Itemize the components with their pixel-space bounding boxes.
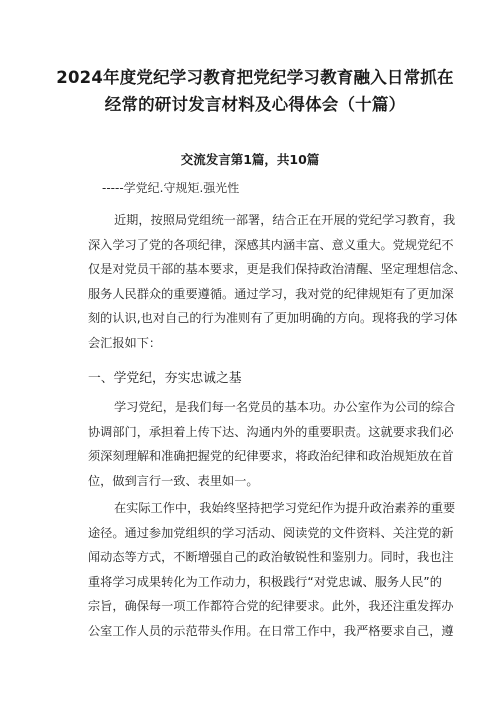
paragraph-line: 近期，按照局党组统一部署，结合正在开展的党纪学习教育，我 — [114, 213, 456, 227]
article-subtitle: 交流发言第1篇，共10篇 — [180, 152, 320, 167]
paragraph-line: 服务人民群众的重要遵循。通过学习，我对党的纪律规矩有了更加深 — [88, 286, 454, 301]
section-heading: 一、学党纪，夯实忠诚之基 — [88, 371, 242, 386]
article-tagline: -----学党纪.守规矩.强光性 — [102, 181, 240, 195]
paragraph-line: 宗旨，确保每一项工作都符合党的纪律要求。此外，我还注重发挥办 — [88, 599, 454, 614]
paragraph-line: 途径。通过参加党组织的学习活动、阅读党的文件资料、关注党的新 — [88, 525, 454, 540]
paragraph-section1-b — [88, 496, 456, 644]
paragraph-line: 在实际工作中，我始终坚持把学习党纪作为提升政治素养的重要 — [114, 501, 456, 515]
paragraph-line: 须深刻理解和准确把握党的纪律要求，将政治纪律和政治规矩放在首 — [88, 449, 454, 464]
paragraph-line: 会汇报如下： — [88, 335, 162, 350]
title-line-2: 经常的研讨发言材料及心得体会（十篇） — [104, 95, 406, 114]
paragraph-line: 重将学习成果转化为工作动力，积极践行“对党忠诚、服务人民”的 — [88, 574, 442, 589]
paragraph-intro — [88, 208, 466, 356]
paragraph-line: 位，做到言行一致、表里如一。 — [88, 473, 259, 488]
paragraph-line: 仅是对党员干部的基本要求，更是我们保持政治清醒、坚定理想信念、 — [88, 262, 466, 277]
paragraph-line: 深入学习了党的各项纪律，深感其内涵丰富、意义重大。党规党纪不 — [88, 237, 454, 252]
paragraph-line: 学习党纪，是我们每一名党员的基本功。办公室作为公司的综合 — [114, 400, 456, 414]
paragraph-line: 闻动态等方式，不断增强自己的政治敏锐性和鉴别力。同时，我也注 — [88, 550, 454, 565]
paragraph-line: 公室工作人员的示范带头作用。在日常工作中，我严格要求自己，遵 — [88, 623, 454, 638]
title-line-1: 2024年度党纪学习教育把党纪学习教育融入日常抓在 — [56, 68, 454, 87]
paragraph-line: 刻的认识,也对自己的行为准则有了更加明确的方向。现将我的学习体 — [88, 311, 458, 326]
paragraph-section1-a — [88, 395, 456, 493]
document-title — [40, 64, 470, 118]
paragraph-line: 协调部门，承担着上传下达、沟通内外的重要职责。这就要求我们必 — [88, 424, 454, 439]
